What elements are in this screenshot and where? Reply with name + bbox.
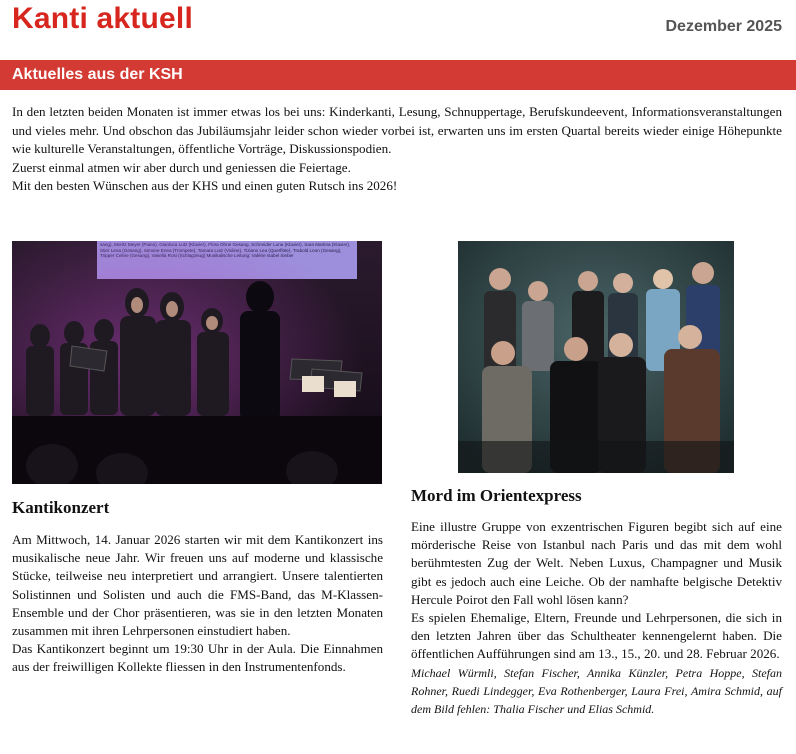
intro-paragraph: Mit den besten Wünschen aus der KHS und einen guten Rutsch ins 2026! <box>12 178 398 194</box>
intro-paragraph: In den letzten beiden Monaten ist immer etwas los bei uns: Kinderkanti, Lesung, Schnuppertage, Berufskundeevent, Informationsveranstaltungen und vieles mehr. Und obschon das Jubiläumsjahr leider schon wieder vorbei ist, erwarten uns im ersten Quartal bereits wieder einige Höhepunkte wie kulturelle Veranstaltungen, öffentliche Vorträge, Diskussionspodien. <box>12 104 782 157</box>
intro-paragraph: Zuerst einmal atmen wir aber durch und geniessen die Feiertage. <box>12 159 351 175</box>
section-header: Aktuelles aus der KSH <box>0 60 796 90</box>
concert-photo-illustration <box>12 241 382 484</box>
article-body-orientexpress <box>411 518 782 718</box>
article-body-kantikonzert <box>12 531 383 677</box>
newsletter-title: Kanti aktuell <box>12 2 193 35</box>
theater-group-photo <box>458 241 734 473</box>
issue-date: Dezember 2025 <box>665 18 782 35</box>
article-title-kantikonzert: Kantikonzert <box>12 498 110 517</box>
article-paragraph: Eine illustre Gruppe von exzentrischen Figuren begibt sich auf eine mörderische Reise von Istanbul nach Paris und das mit dem wohl berühmtesten Zug der Welt. Neben Luxus, Champagner und Musik gibt es jedoch auch eine Leiche. Ob der namhafte belgische Detektiv Hercule Poirot den Fall wohl lösen kann? <box>411 519 782 607</box>
article-paragraph: Es spielen Ehemalige, Eltern, Freunde und Lehrpersonen, die sich in den letzten Jahren über das Schultheater kennengelernt haben. Die öffentlichen Aufführungen sind am 13., 15., 20. und 28. Februar 2026. <box>411 610 782 662</box>
article-paragraph: Das Kantikonzert beginnt um 19:30 Uhr in der Aula. Die Einnahmen aus der freiwilligen Kollekte fliessen in den Instrumentenfonds. <box>12 641 383 675</box>
concert-photo <box>12 241 382 484</box>
intro-text <box>12 103 782 196</box>
article-title-orientexpress: Mord im Orientexpress <box>411 486 582 505</box>
article-paragraph: Am Mittwoch, 14. Januar 2026 starten wir mit dem Kantikonzert ins musikalische neue Jahr. Wir freuen uns auf moderne und klassische Stücke, teilweise neu interpretiert und arrangiert. Unsere talentierten Solistinnen und Solisten und auch die FMS-Band, das M-Klassen-Ensemble und der Chor präsentieren, was sie in den letzten Monaten zusammen mit ihren Lehrpersonen einstudiert haben. <box>12 532 383 639</box>
cast-credits: Michael Würmli, Stefan Fischer, Annika Künzler, Petra Hoppe, Stefan Rohner, Ruedi Lindegger, Eva Rothenberger, Laura Frei, Amira Schmid, auf dem Bild fehlen: Thalia Fischer und Elias Schmid. <box>411 665 782 717</box>
theater-photo-illustration <box>458 241 734 473</box>
